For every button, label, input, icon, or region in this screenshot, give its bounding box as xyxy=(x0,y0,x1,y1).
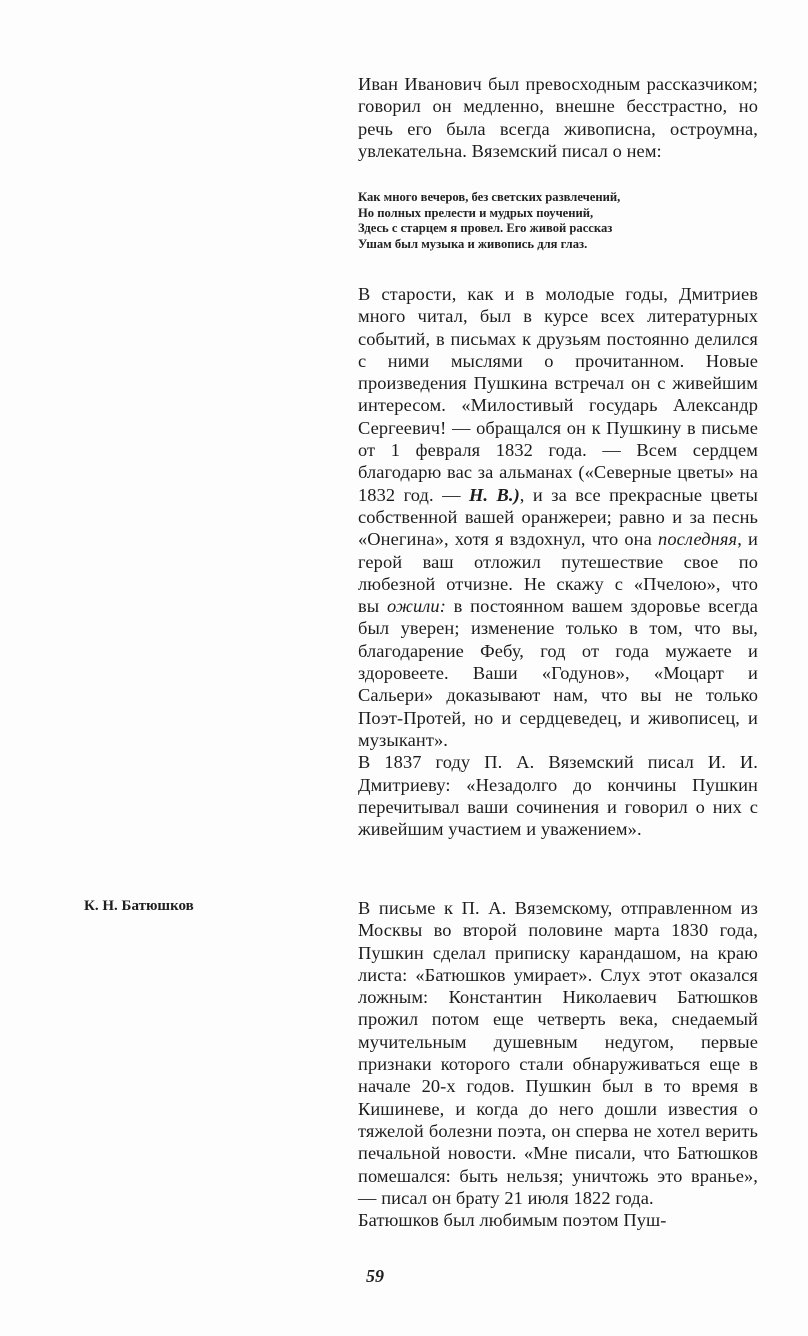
text-run: В старости, как и в молодые годы, Дмитриев много читал, был в курсе всех литературных событий, в письмах к друзьям постоянно делился с ними мыслями о прочитанном. Новые произведения Пушкина встречал он с живейшим интересом. «Милостивый государь Александр Сергеевич! — обращался он к Пушкину в письме от 1 февраля 1832 года. — Всем сердцем благодарю вас за альманах («Северные цветы» на 1832 год. — xyxy=(358,284,758,505)
verse-line: Ушам был музыка и живопись для глаз. xyxy=(358,236,588,251)
text-run: , и за все прекрасные цветы собственной вашей оранжереи; равно и за песнь «Онегина», хотя я вздохнул, что она xyxy=(358,484,758,550)
emphasis: последняя xyxy=(658,529,738,550)
paragraph-vyazemsky: В 1837 году П. А. Вяземский писал И. И. Дмитриеву: «Незадолго до кончины Пушкин перечитывал ваши сочинения и говорил о них с живейшим участием и уважением». xyxy=(358,752,758,840)
verse-line: Но полных прелести и мудрых поучений, xyxy=(358,205,594,220)
verse-line: Здесь с старцем я провел. Его живой рассказ xyxy=(358,221,613,236)
text-block-dmitriev-storyteller xyxy=(358,73,758,162)
verse-quote xyxy=(358,190,758,252)
text-run: , и герой ваш отложил путешествие свое по любезной отчизне. Не скажу с «Пчелою», что вы xyxy=(358,529,759,617)
paragraph-letter xyxy=(358,283,758,751)
text-block-batyushkov xyxy=(358,897,758,1231)
paragraph: Иван Иванович был превосходным рассказчиком; говорил он медленно, внешне бесстрастно, но речь его была всегда живописна, остроумна, увлекательна. Вяземский писал о нем: xyxy=(358,74,758,161)
emphasis: ожили: xyxy=(386,596,446,617)
paragraph: Батюшков был любимым поэтом Пуш- xyxy=(358,1210,667,1231)
text-run: в постоянном вашем здоровье всегда был уверен; изменение только в том, что вы, благодарение Фебу, год от года мужаете и здоровеете. Ваши «Годунов», «Моцарт и Сальери» доказывают нам, что вы не только Поэт-Протей, но и сердцеведец, и живописец, и музыкант». xyxy=(358,596,758,750)
page-number: 59 xyxy=(366,1266,384,1286)
paragraph: В письме к П. А. Вяземскому, отправленном из Москвы во второй половине марта 1830 года, Пушкин сделал приписку карандашом, на краю листа: «Батюшков умирает». Слух этот оказался ложным: Константин Николаевич Батюшков прожил потом еще четверть века, снедаемый мучительным душевным недугом, первые признаки которого стали обнаруживаться еще в начале 20-х годов. Пушкин был в то время в Кишиневе, и когда до него дошли известия о тяжелой болезни поэта, он сперва не хотел верить печальной новости. «Мне писали, что Батюшков помешался: быть нельзя; уничтожь это вранье», — писал он брату 21 июля 1822 года. xyxy=(358,898,758,1208)
text-block-dmitriev-old-age xyxy=(358,283,758,840)
editor-note: Н. В.) xyxy=(469,484,520,505)
verse-line: Как много вечеров, без светских развлечений, xyxy=(358,190,621,204)
section-heading: К. Н. Батюшков xyxy=(84,898,194,914)
